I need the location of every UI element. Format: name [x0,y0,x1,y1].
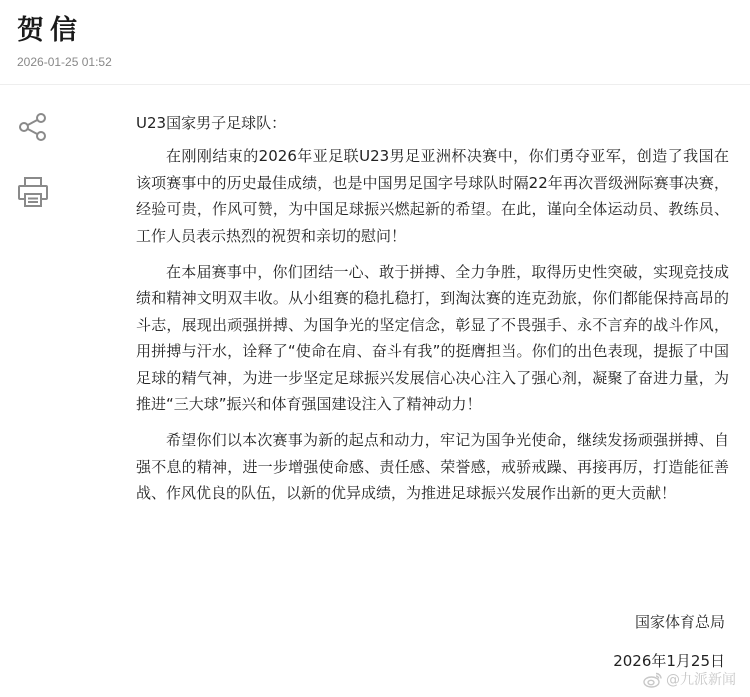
print-button[interactable] [14,174,52,210]
paragraph-1: 在刚刚结束的2026年亚足联U23男足亚洲杯决赛中，你们勇夺亚军，创造了我国在该项赛事中的历史最佳成绩，也是中国男足国字号球队时隔22年再次晋级洲际赛事决赛，经验可贵，作风可赞，为中国足球振兴燃起新的希望。在此，谨向全体运动员、教练员、工作人员表示热烈的祝贺和亲切的慰问！ [136,147,729,245]
signer: 国家体育总局 [634,613,725,631]
publish-timestamp: 2026-01-25 01:52 [17,55,112,69]
signing-date: 2026年1月25日 [613,652,725,670]
weibo-logo-icon [643,671,663,688]
salutation: U23国家男子足球队： [136,114,287,132]
paragraph-3: 希望你们以本次赛事为新的起点和动力，牢记为国争光使命，继续发扬顽强拼搏、自强不息的精神，进一步增强使命感、责任感、荣誉感，戒骄戒躁、再接再厉，打造能征善战、作风优良的队伍，以新的优异成绩，为推进足球振兴发展作出新的更大贡献！ [136,431,729,503]
paragraph-2: 在本届赛事中，你们团结一心、敢于拼搏、全力争胜，取得历史性突破，实现竞技成绩和精神文明双丰收。从小组赛的稳扎稳打，到淘汰赛的连克劲旅，你们都能保持高昂的斗志，展现出顽强拼搏、为国争光的坚定信念，彰显了不畏强手、永不言弃的战斗作风，用拼搏与汗水，诠释了“使命在肩、奋斗有我”的挺膺担当。你们的出色表现，提振了中国足球的精气神，为进一步坚定足球振兴发展信心决心注入了强心剂，凝聚了奋进力量，为推进“三大球”振兴和体育强国建设注入了精神动力！ [136,263,729,414]
share-button[interactable] [14,109,52,145]
watermark-text: @九派新闻 [666,672,736,688]
share-icon [17,112,49,142]
page-title: 贺信 [17,15,83,46]
article-body [136,110,729,517]
print-icon [16,175,50,209]
watermark [643,669,736,689]
header-divider [0,84,750,85]
